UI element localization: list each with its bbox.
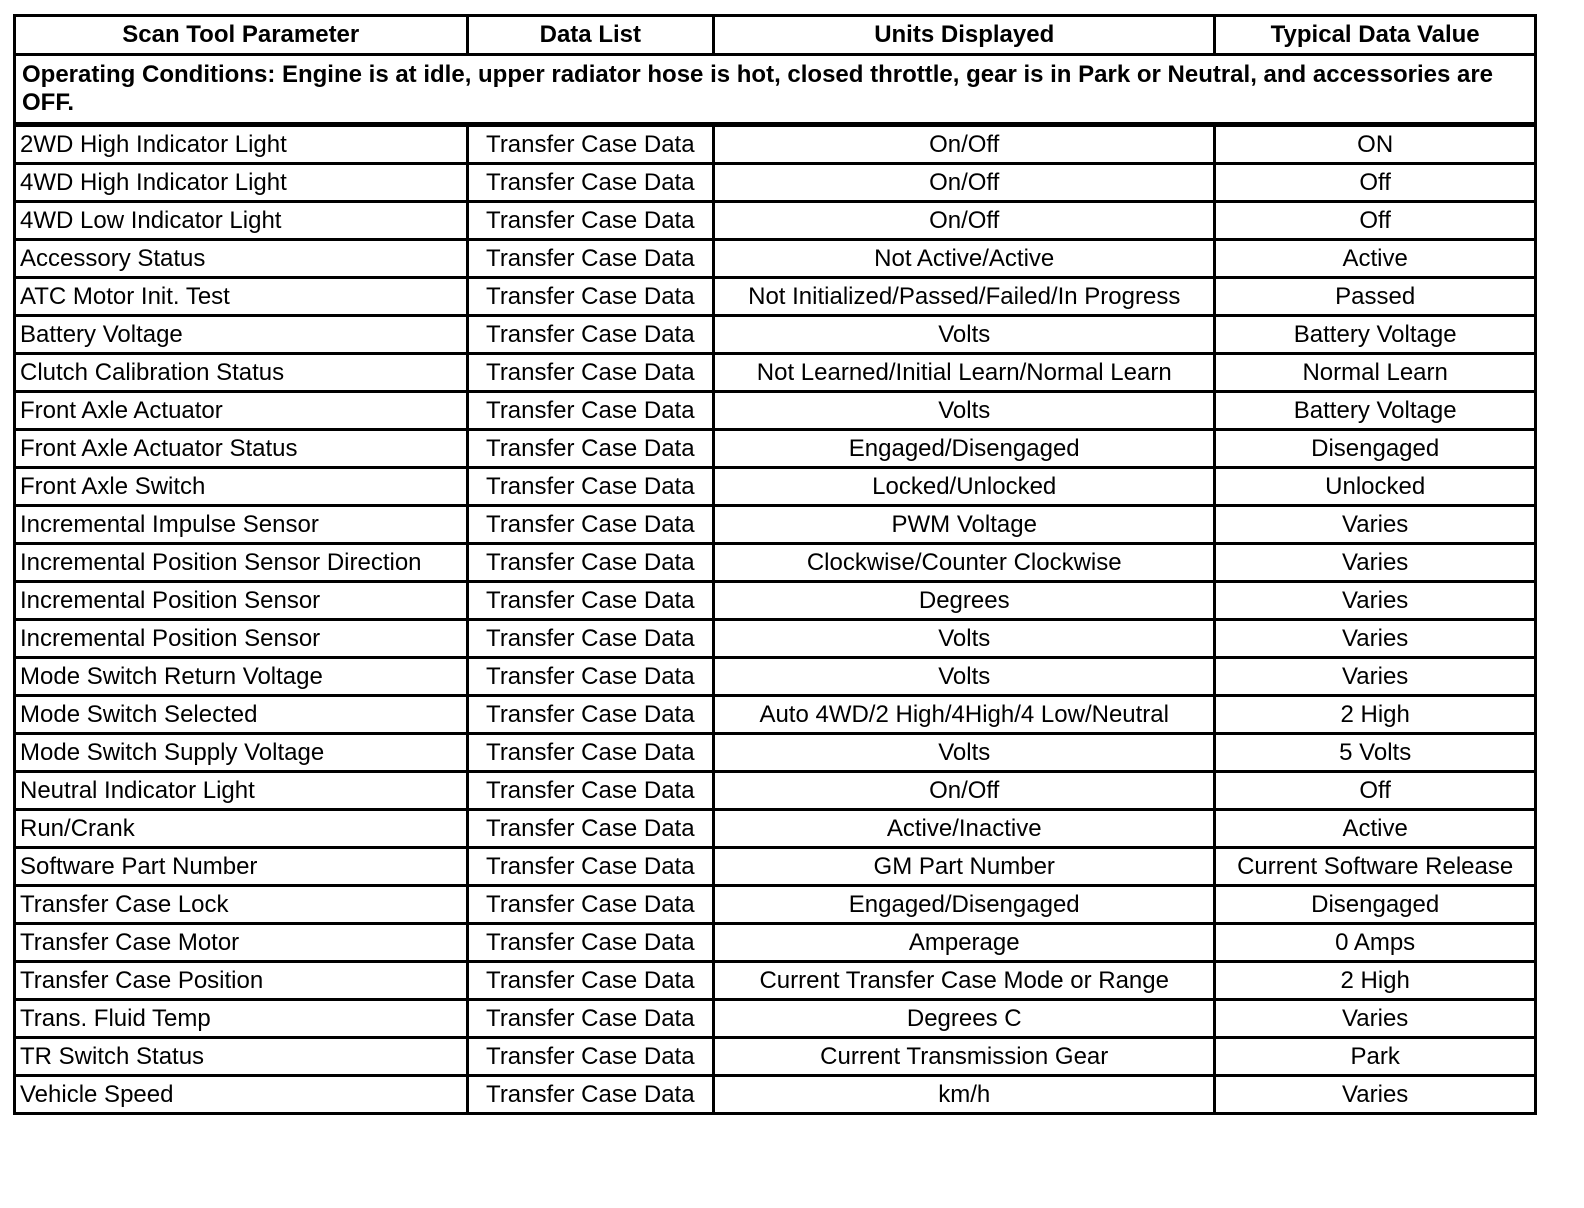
typical-value-cell: Battery Voltage [1215, 316, 1536, 354]
table-row [15, 202, 1536, 240]
units-cell: Engaged/Disengaged [714, 430, 1215, 468]
typical-value-cell: Varies [1215, 658, 1536, 696]
table-row [15, 886, 1536, 924]
typical-value-cell: Off [1215, 202, 1536, 240]
data-list-cell: Transfer Case Data [467, 164, 714, 202]
typical-value-cell: Varies [1215, 544, 1536, 582]
typical-value-cell: Disengaged [1215, 886, 1536, 924]
data-list-cell: Transfer Case Data [467, 620, 714, 658]
table-row [15, 620, 1536, 658]
table-row [15, 125, 1536, 164]
table-row [15, 1000, 1536, 1038]
units-cell: PWM Voltage [714, 506, 1215, 544]
parameter-cell: Mode Switch Return Voltage [15, 658, 468, 696]
units-cell: Active/Inactive [714, 810, 1215, 848]
units-cell: Amperage [714, 924, 1215, 962]
parameter-cell: Incremental Impulse Sensor [15, 506, 468, 544]
typical-value-cell: Current Software Release [1215, 848, 1536, 886]
data-list-cell: Transfer Case Data [467, 924, 714, 962]
parameter-cell: Incremental Position Sensor Direction [15, 544, 468, 582]
units-cell: Degrees [714, 582, 1215, 620]
data-list-cell: Transfer Case Data [467, 658, 714, 696]
table-row [15, 354, 1536, 392]
data-list-cell: Transfer Case Data [467, 316, 714, 354]
data-list-cell: Transfer Case Data [467, 354, 714, 392]
typical-value-cell: 2 High [1215, 696, 1536, 734]
header-data-list: Data List [467, 16, 714, 55]
table-row [15, 240, 1536, 278]
units-cell: Volts [714, 734, 1215, 772]
typical-value-cell: Disengaged [1215, 430, 1536, 468]
typical-value-cell: 0 Amps [1215, 924, 1536, 962]
parameter-cell: Transfer Case Motor [15, 924, 468, 962]
units-cell: GM Part Number [714, 848, 1215, 886]
table-row [15, 430, 1536, 468]
parameter-cell: Battery Voltage [15, 316, 468, 354]
parameter-cell: Mode Switch Selected [15, 696, 468, 734]
typical-value-cell: Battery Voltage [1215, 392, 1536, 430]
operating-conditions-text: Operating Conditions: Engine is at idle, upper radiator hose is hot, closed throttle, gear is in Park or Neutral, and accessories are OFF. [15, 55, 1536, 125]
header-units-displayed: Units Displayed [714, 16, 1215, 55]
typical-value-cell: Passed [1215, 278, 1536, 316]
data-list-cell: Transfer Case Data [467, 125, 714, 164]
typical-value-cell: Normal Learn [1215, 354, 1536, 392]
units-cell: On/Off [714, 772, 1215, 810]
parameter-cell: Incremental Position Sensor [15, 620, 468, 658]
data-list-cell: Transfer Case Data [467, 696, 714, 734]
units-cell: Current Transfer Case Mode or Range [714, 962, 1215, 1000]
header-row [15, 16, 1536, 55]
table-body [15, 55, 1536, 1114]
typical-value-cell: Varies [1215, 620, 1536, 658]
units-cell: Clockwise/Counter Clockwise [714, 544, 1215, 582]
data-list-cell: Transfer Case Data [467, 886, 714, 924]
table-row [15, 848, 1536, 886]
parameter-cell: Mode Switch Supply Voltage [15, 734, 468, 772]
typical-value-cell: Varies [1215, 506, 1536, 544]
parameter-cell: TR Switch Status [15, 1038, 468, 1076]
parameter-cell: 4WD Low Indicator Light [15, 202, 468, 240]
typical-value-cell: 5 Volts [1215, 734, 1536, 772]
table-row [15, 772, 1536, 810]
units-cell: Volts [714, 316, 1215, 354]
scan-tool-data-table [13, 14, 1537, 1115]
typical-value-cell: Active [1215, 810, 1536, 848]
data-list-cell: Transfer Case Data [467, 240, 714, 278]
table-row [15, 164, 1536, 202]
table-row [15, 1076, 1536, 1114]
parameter-cell: Transfer Case Lock [15, 886, 468, 924]
table-row [15, 658, 1536, 696]
data-list-cell: Transfer Case Data [467, 1076, 714, 1114]
operating-conditions-row [15, 55, 1536, 125]
table-row [15, 278, 1536, 316]
data-list-cell: Transfer Case Data [467, 278, 714, 316]
table-row [15, 392, 1536, 430]
parameter-cell: Neutral Indicator Light [15, 772, 468, 810]
units-cell: Not Active/Active [714, 240, 1215, 278]
units-cell: Engaged/Disengaged [714, 886, 1215, 924]
table-row [15, 582, 1536, 620]
parameter-cell: Accessory Status [15, 240, 468, 278]
parameter-cell: Run/Crank [15, 810, 468, 848]
units-cell: km/h [714, 1076, 1215, 1114]
parameter-cell: Incremental Position Sensor [15, 582, 468, 620]
typical-value-cell: Unlocked [1215, 468, 1536, 506]
data-list-cell: Transfer Case Data [467, 848, 714, 886]
parameter-cell: Vehicle Speed [15, 1076, 468, 1114]
typical-value-cell: Active [1215, 240, 1536, 278]
units-cell: Auto 4WD/2 High/4High/4 Low/Neutral [714, 696, 1215, 734]
data-list-cell: Transfer Case Data [467, 430, 714, 468]
data-list-cell: Transfer Case Data [467, 468, 714, 506]
units-cell: On/Off [714, 164, 1215, 202]
table-row [15, 696, 1536, 734]
units-cell: Locked/Unlocked [714, 468, 1215, 506]
data-list-cell: Transfer Case Data [467, 544, 714, 582]
units-cell: Degrees C [714, 1000, 1215, 1038]
header-scan-tool-parameter: Scan Tool Parameter [15, 16, 468, 55]
table-row [15, 468, 1536, 506]
typical-value-cell: Varies [1215, 582, 1536, 620]
data-list-cell: Transfer Case Data [467, 810, 714, 848]
parameter-cell: Front Axle Switch [15, 468, 468, 506]
units-cell: Current Transmission Gear [714, 1038, 1215, 1076]
parameter-cell: Software Part Number [15, 848, 468, 886]
data-list-cell: Transfer Case Data [467, 506, 714, 544]
parameter-cell: Front Axle Actuator [15, 392, 468, 430]
table-row [15, 1038, 1536, 1076]
units-cell: Volts [714, 392, 1215, 430]
data-list-cell: Transfer Case Data [467, 202, 714, 240]
table-row [15, 544, 1536, 582]
table-row [15, 734, 1536, 772]
parameter-cell: Clutch Calibration Status [15, 354, 468, 392]
data-list-cell: Transfer Case Data [467, 1038, 714, 1076]
units-cell: Not Initialized/Passed/Failed/In Progress [714, 278, 1215, 316]
units-cell: Volts [714, 620, 1215, 658]
data-list-cell: Transfer Case Data [467, 772, 714, 810]
data-list-cell: Transfer Case Data [467, 1000, 714, 1038]
typical-value-cell: ON [1215, 125, 1536, 164]
typical-value-cell: Varies [1215, 1000, 1536, 1038]
header-typical-data-value: Typical Data Value [1215, 16, 1536, 55]
parameter-cell: Front Axle Actuator Status [15, 430, 468, 468]
parameter-cell: 2WD High Indicator Light [15, 125, 468, 164]
typical-value-cell: Off [1215, 772, 1536, 810]
table-row [15, 924, 1536, 962]
units-cell: On/Off [714, 202, 1215, 240]
parameter-cell: 4WD High Indicator Light [15, 164, 468, 202]
data-list-cell: Transfer Case Data [467, 582, 714, 620]
data-list-cell: Transfer Case Data [467, 392, 714, 430]
typical-value-cell: Off [1215, 164, 1536, 202]
parameter-cell: ATC Motor Init. Test [15, 278, 468, 316]
parameter-cell: Transfer Case Position [15, 962, 468, 1000]
units-cell: Volts [714, 658, 1215, 696]
typical-value-cell: Varies [1215, 1076, 1536, 1114]
units-cell: Not Learned/Initial Learn/Normal Learn [714, 354, 1215, 392]
table-row [15, 962, 1536, 1000]
data-list-cell: Transfer Case Data [467, 962, 714, 1000]
units-cell: On/Off [714, 125, 1215, 164]
data-list-cell: Transfer Case Data [467, 734, 714, 772]
table-row [15, 316, 1536, 354]
typical-value-cell: Park [1215, 1038, 1536, 1076]
parameter-cell: Trans. Fluid Temp [15, 1000, 468, 1038]
typical-value-cell: 2 High [1215, 962, 1536, 1000]
table-row [15, 506, 1536, 544]
table-row [15, 810, 1536, 848]
